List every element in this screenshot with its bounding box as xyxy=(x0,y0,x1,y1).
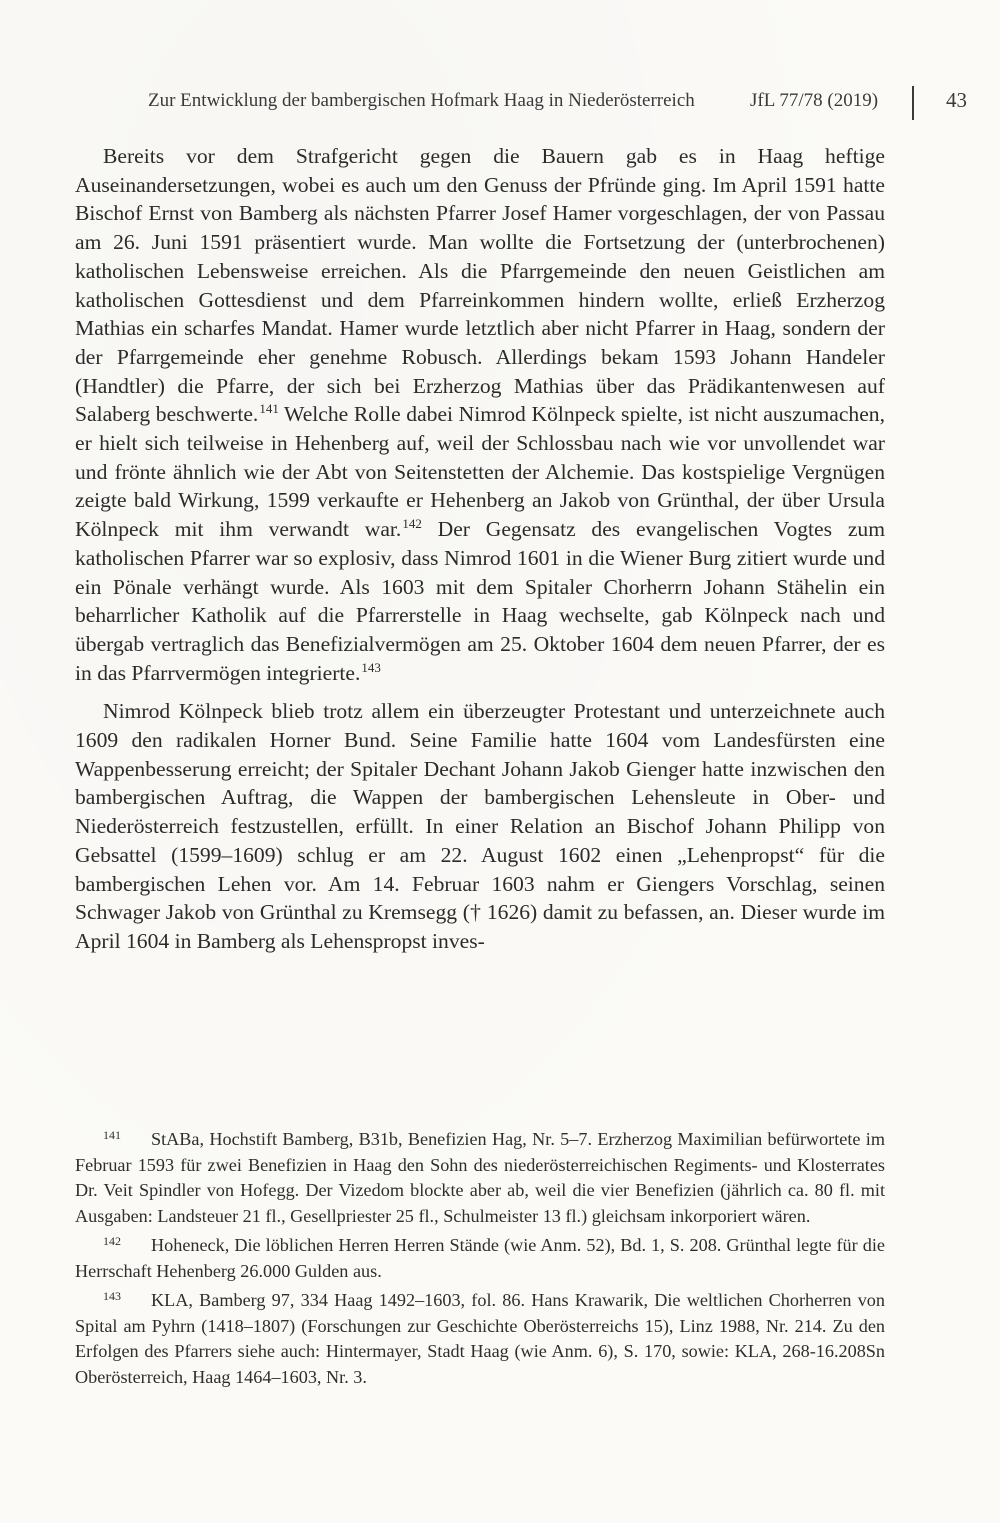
header-divider xyxy=(912,86,914,120)
paragraph-text: Nimrod Kölnpeck blieb trotz allem ein überzeugter Protestant und unterzeichnete auch 1609 den radikalen Horner Bund. Seine Familie hatte 1604 vom Landesfürsten eine Wappenbesserung erreicht; der Spitaler Dechant Johann Jakob Gienger hatte inzwischen den bambergischen Auftrag, die Wappen der bambergischen Lehensleute in Ober- und Niederösterreich festzustellen, erfüllt. In einer Relation an Bischof Johann Philipp von Gebsattel (1599–1609) schlug er am 22. August 1602 einen „Lehenpropst“ für die bambergischen Lehen vor. Am 14. Februar 1603 nahm er Giengers Vorschlag, seinen Schwager Jakob von Grünthal zu Kremsegg († 1626) damit zu befassen, an. Dieser wurde im April 1604 in Bamberg als Lehenspropst inves- xyxy=(75,699,885,953)
footnote xyxy=(75,1127,885,1229)
footnote-text: StABa, Hochstift Bamberg, B31b, Benefizien Hag, Nr. 5–7. Erzherzog Maximilian befürwortete im Februar 1593 für zwei Benefizien in Haag den Sohn des niederösterreichischen Regiments- und Klosterrates Dr. Veit Spindler von Hofegg. Der Vizedom blockte aber ab, weil die vier Benefizien (jährlich ca. 80 fl. mit Ausgaben: Landsteuer 21 fl., Gesellpriester 25 fl., Schulmeister 13 fl.) gleichsam inkorporiert wären. xyxy=(75,1129,885,1226)
page-number: 43 xyxy=(946,88,967,112)
footnote-number: 142 xyxy=(103,1234,121,1248)
page-header xyxy=(148,86,978,120)
paragraph-text: Bereits vor dem Strafgericht gegen die Bauern gab es in Haag heftige Auseinandersetzungen, wobei es auch um den Genuss der Pfründe ging. Im April 1591 hatte Bischof Ernst von Bamberg als nächsten Pfarrer Josef Hamer vorgeschlagen, der von Passau am 26. Juni 1591 präsentiert wurde. Man wollte die Fortsetzung der (unterbrochenen) katholischen Lebensweise erreichen. Als die Pfarrgemeinde den neuen Geistlichen am katholischen Gottesdienst und dem Pfarreinkommen hindern wollte, erließ Erzherzog Mathias ein scharfes Mandat. Hamer wurde letztlich aber nicht Pfarrer in Haag, sondern der der Pfarrgemeinde eher genehme Robusch. Allerdings bekam 1593 Johann Handeler (Handtler) die Pfarre, der sich bei Erzherzog Mathias über das Prädikantenwesen auf Salaberg beschwerte. xyxy=(75,144,885,427)
footnote xyxy=(75,1233,885,1284)
paragraph xyxy=(75,142,885,687)
footnote-number: 141 xyxy=(103,1128,121,1142)
paragraph xyxy=(75,697,885,955)
footnote-reference[interactable]: 143 xyxy=(361,659,381,675)
footnote-reference[interactable]: 141 xyxy=(259,401,279,417)
running-title: Zur Entwicklung der bambergischen Hofmark Haag in Niederösterreich xyxy=(148,90,695,111)
footnote-reference[interactable]: 142 xyxy=(402,516,422,532)
footnotes-section xyxy=(75,1127,885,1390)
journal-citation: JfL 77/78 (2019) xyxy=(750,90,879,111)
paragraph-text: Der Gegensatz des evangelischen Vogtes zum katholischen Pfarrer war so explosiv, dass Nimrod 1601 in die Wiener Burg zitiert wurde und ein Pönale verhängt wurde. Als 1603 mit dem Spitaler Chorherrn Johann Stähelin ein beharrlicher Katholik auf die Pfarrerstelle in Haag wechselte, gab Kölnpeck nach und übergab vertraglich das Benefizialvermögen am 25. Oktober 1604 dem neuen Pfarrer, der es in das Pfarrvermögen integrierte. xyxy=(75,517,885,685)
paragraph-text: Welche Rolle dabei Nimrod Kölnpeck spielte, ist nicht auszumachen, er hielt sich teilweise in Hehenberg auf, weil der Schlossbau nach wie vor unvollendet war und frönte ähnlich wie der Abt von Seitenstetten der Alchemie. Das kostspielige Vergnügen zeigte bald Wirkung, 1599 verkaufte er Hehenberg an Jakob von Grünthal, der über Ursula Kölnpeck mit ihm verwandt war. xyxy=(75,402,885,542)
footnote-text: KLA, Bamberg 97, 334 Haag 1492–1603, fol. 86. Hans Krawarik, Die weltlichen Chorherren von Spital am Pyhrn (1418–1807) (Forschungen zur Geschichte Oberösterreichs 15), Linz 1988, Nr. 214. Zu den Erfolgen des Pfarrers siehe auch: Hintermayer, Stadt Haag (wie Anm. 6), S. 170, sowie: KLA, 268-16.208Sn Oberösterreich, Haag 1464–1603, Nr. 3. xyxy=(75,1290,885,1387)
footnote-text: Hoheneck, Die löblichen Herren Herren Stände (wie Anm. 52), Bd. 1, S. 208. Grünthal legte für die Herrschaft Hehenberg 26.000 Gulden aus. xyxy=(75,1235,885,1281)
main-text xyxy=(75,142,885,956)
footnote-number: 143 xyxy=(103,1289,121,1303)
footnote xyxy=(75,1288,885,1390)
